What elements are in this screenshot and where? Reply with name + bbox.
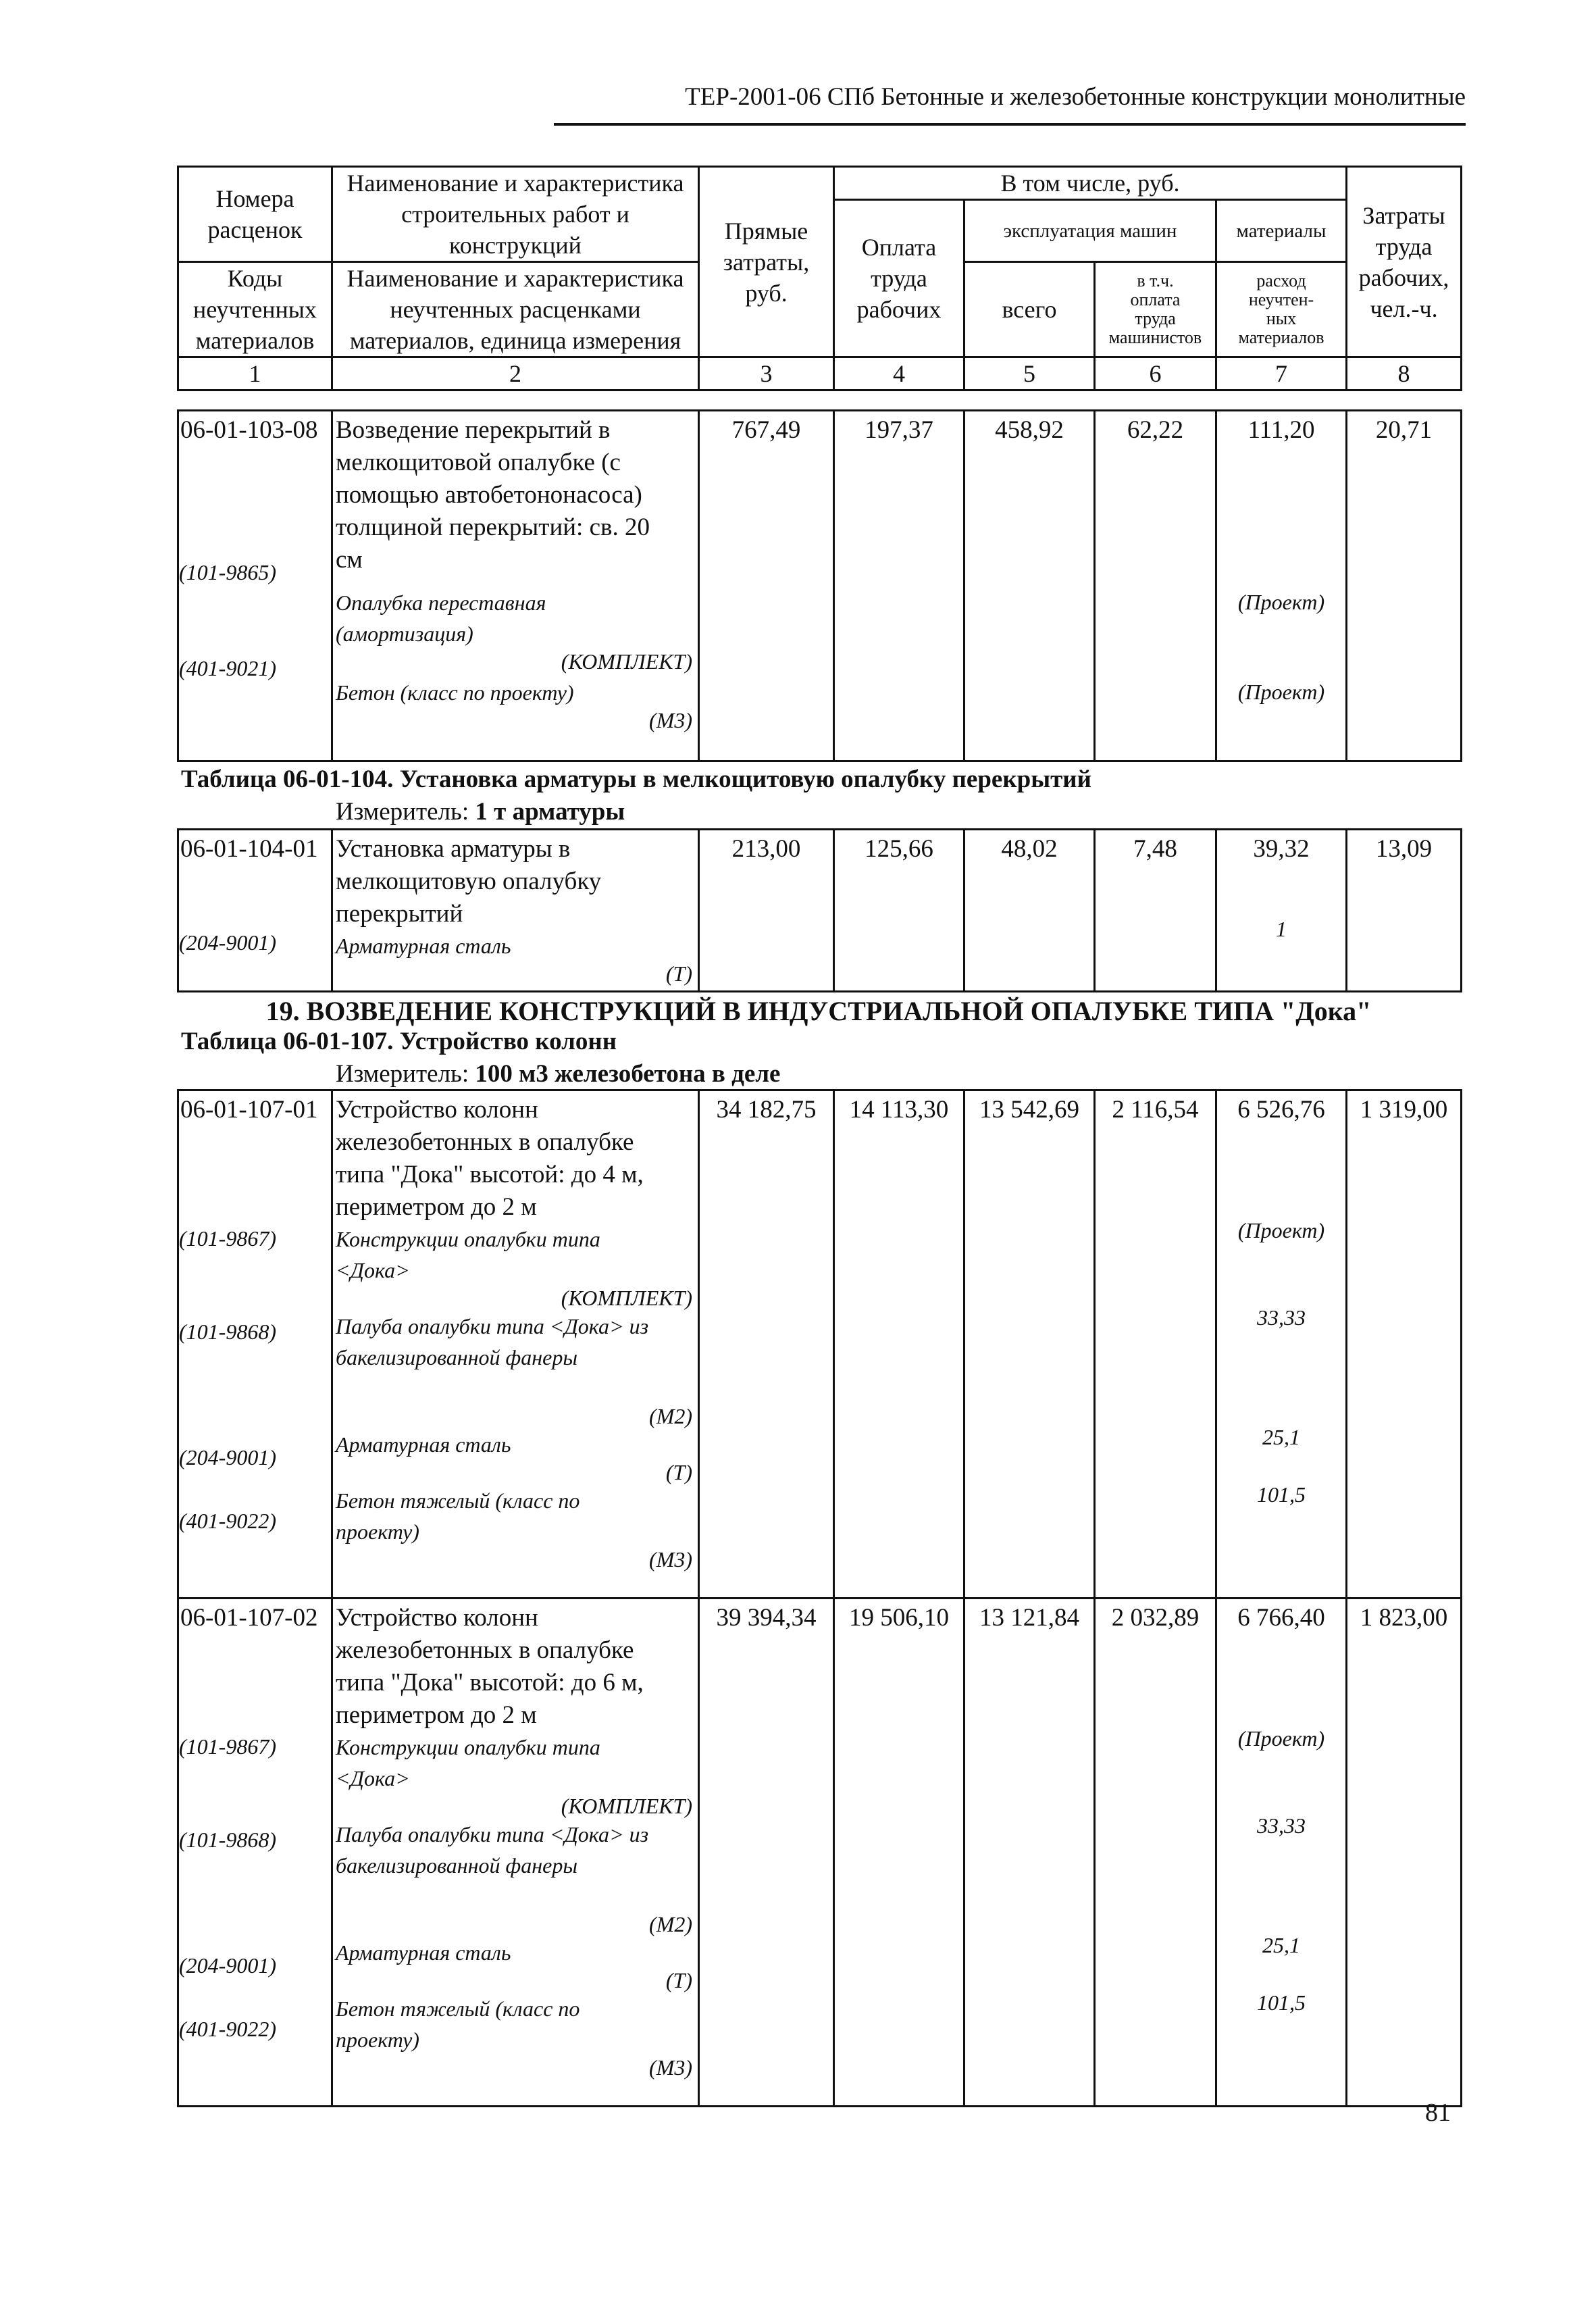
machines-header: эксплуатация машин [964, 200, 1216, 262]
rate-code: 06-01-103-08 [180, 416, 318, 444]
header-rule [554, 123, 1466, 126]
material-code: (101-9865) [179, 560, 276, 584]
material-code: (401-9021) [179, 656, 276, 680]
col-number-2: 2 [332, 357, 699, 391]
materials-cost: 111,20 [1247, 416, 1315, 444]
material-unit: (М2) [649, 1912, 692, 1936]
machines-total: 48,02 [964, 830, 1095, 992]
rate-table-107 [177, 1089, 1462, 2107]
machines-total: 13 542,69 [964, 1090, 1095, 1599]
rate-code-cell [178, 1090, 332, 1599]
col-number-7: 7 [1216, 357, 1347, 391]
material-item: Опалубка переставная (амортизация) (КОМПЛЕКТ) [333, 576, 698, 674]
material-item: Бетон (класс по проекту) (М3) [333, 674, 698, 733]
machines-total: 458,92 [964, 411, 1095, 761]
col2-header-bottom: Наименование и характеристика неучтенных расценками материалов, единица измерения [332, 262, 699, 357]
materials-cell [1216, 1599, 1347, 2107]
material-code: (204-9001) [179, 1445, 276, 1469]
machines-total: 13 121,84 [964, 1599, 1095, 2107]
labor-pay: 19 506,10 [834, 1599, 964, 2107]
direct-costs: 34 182,75 [699, 1090, 834, 1599]
material-consumption: 33,33 [1257, 1813, 1306, 1838]
labor-pay: 14 113,30 [834, 1090, 964, 1599]
rate-name-cell [332, 830, 699, 992]
material-unit: (М2) [649, 1404, 692, 1428]
material-consumption: 25,1 [1262, 1425, 1300, 1449]
col1-header-bottom: Коды неучтенных материалов [178, 262, 332, 357]
col3-header: Прямые затраты, руб. [699, 167, 834, 357]
material-code: (101-9868) [179, 1319, 276, 1344]
rate-code-cell [178, 1599, 332, 2107]
material-consumption: 101,5 [1257, 1482, 1306, 1507]
material-consumption: 1 [1276, 917, 1287, 941]
col-number-3: 3 [699, 357, 834, 391]
labor-hours: 1 319,00 [1347, 1090, 1462, 1599]
material-item: Конструкции опалубки типа <Дока> (КОМПЛЕКТ) [333, 1732, 698, 1819]
col6-header: в т.ч. оплата труда машинистов [1095, 262, 1216, 357]
rate-code: 06-01-104-01 [180, 835, 318, 863]
material-consumption: 25,1 [1262, 1933, 1300, 1957]
column-header-table [177, 166, 1462, 391]
col1-header-top: Номера расценок [178, 167, 332, 262]
col-number-4: 4 [834, 357, 964, 391]
material-unit: (Т) [665, 961, 692, 986]
material-item: Бетон тяжелый (класс по проекту) (М3) [333, 1485, 698, 1572]
material-consumption: (Проект) [1237, 1218, 1325, 1242]
section-title: 19. ВОЗВЕДЕНИЕ КОНСТРУКЦИЙ В ИНДУСТРИАЛЬНОЙ ОПАЛУБКЕ ТИПА "Дока" [265, 996, 1372, 1026]
materials-cost: 6 766,40 [1237, 1604, 1325, 1632]
rate-code: 06-01-107-01 [180, 1096, 318, 1124]
rate-code: 06-01-107-02 [180, 1604, 318, 1632]
rate-code-cell [178, 411, 332, 761]
table-107-title: Таблица 06-01-107. Устройство колонн [181, 1028, 617, 1055]
material-code: (101-9867) [179, 1734, 276, 1759]
material-code: (204-9001) [179, 930, 276, 955]
material-unit: (М3) [649, 1547, 692, 1571]
machinists-pay: 7,48 [1095, 830, 1216, 992]
rate-table-104-01 [177, 828, 1462, 992]
rate-name-cell [332, 1090, 699, 1599]
material-unit: (Т) [665, 1460, 692, 1484]
materials-cell [1216, 1090, 1347, 1599]
material-unit: (КОМПЛЕКТ) [561, 1286, 692, 1310]
material-code: (401-9022) [179, 2017, 276, 2041]
material-unit: (М3) [649, 2055, 692, 2080]
col-number-1: 1 [178, 357, 332, 391]
table-104-title: Таблица 06-01-104. Установка арматуры в мелкощитовую опалубку перекрытий [181, 765, 1091, 793]
col8-header: Затраты труда рабочих, чел.-ч. [1347, 167, 1462, 357]
material-code: (101-9867) [179, 1226, 276, 1251]
materials-cost: 39,32 [1253, 835, 1310, 863]
in-total-header: В том числе, руб. [834, 167, 1347, 200]
material-item: Палуба опалубки типа <Дока> из бакелизированной фанеры (М2) [333, 1311, 698, 1429]
material-consumption: 33,33 [1257, 1305, 1306, 1330]
col-number-5: 5 [964, 357, 1095, 391]
col-number-8: 8 [1347, 357, 1462, 391]
material-consumption: 101,5 [1257, 1990, 1306, 2015]
materials-cell [1216, 830, 1347, 992]
labor-pay: 125,66 [834, 830, 964, 992]
rate-name: Возведение перекрытий в мелкощитовой опалубке (с помощью автобетононасоса) толщиной перекрытий: св. 20 см [336, 416, 650, 574]
table-104-measure: Измеритель: 1 т арматуры [336, 798, 625, 826]
labor-pay: 197,37 [834, 411, 964, 761]
rate-name: Устройство колонн железобетонных в опалубке типа "Дока" высотой: до 6 м, периметром до 2 м [336, 1604, 644, 1729]
direct-costs: 767,49 [699, 411, 834, 761]
material-item: Бетон тяжелый (класс по проекту) (М3) [333, 1993, 698, 2080]
materials-header: материалы [1216, 200, 1347, 262]
material-code: (101-9868) [179, 1828, 276, 1852]
col5-header: всего [964, 262, 1095, 357]
labor-hours: 1 823,00 [1347, 1599, 1462, 2107]
material-unit: (КОМПЛЕКТ) [561, 649, 692, 674]
rate-table-103-08 [177, 409, 1462, 762]
materials-cell [1216, 411, 1347, 761]
material-consumption: (Проект) [1237, 590, 1325, 614]
col7-header: расход неучтен- ных материалов [1216, 262, 1347, 357]
material-unit: (КОМПЛЕКТ) [561, 1794, 692, 1818]
material-code: (401-9022) [179, 1509, 276, 1533]
material-consumption: (Проект) [1237, 680, 1325, 704]
labor-hours: 13,09 [1347, 830, 1462, 992]
table-107-measure: Измеритель: 100 м3 железобетона в деле [336, 1060, 781, 1088]
direct-costs: 213,00 [699, 830, 834, 992]
material-item: Арматурная сталь (Т) [333, 1937, 698, 1993]
direct-costs: 39 394,34 [699, 1599, 834, 2107]
rate-name-cell [332, 411, 699, 761]
material-item: Конструкции опалубки типа <Дока> (КОМПЛЕКТ) [333, 1224, 698, 1311]
col4-header: Оплата труда рабочих [834, 200, 964, 357]
page-number: 81 [1425, 2098, 1451, 2127]
material-unit: (М3) [649, 708, 692, 732]
material-item: Арматурная сталь (Т) [333, 1429, 698, 1485]
rate-name-cell [332, 1599, 699, 2107]
machinists-pay: 62,22 [1095, 411, 1216, 761]
rate-name: Установка арматуры в мелкощитовую опалубку перекрытий [336, 835, 602, 928]
material-item: Арматурная сталь (Т) [333, 930, 698, 986]
material-unit: (Т) [665, 1968, 692, 1992]
material-code: (204-9001) [179, 1953, 276, 1978]
labor-hours: 20,71 [1347, 411, 1462, 761]
running-header: ТЕР-2001-06 СПб Бетонные и железобетонные конструкции монолитные [685, 83, 1466, 111]
material-consumption: (Проект) [1237, 1726, 1325, 1751]
col2-header-top: Наименование и характеристика строительных работ и конструкций [332, 167, 699, 262]
col-number-6: 6 [1095, 357, 1216, 391]
material-item: Палуба опалубки типа <Дока> из бакелизированной фанеры (М2) [333, 1819, 698, 1937]
materials-cost: 6 526,76 [1237, 1096, 1325, 1124]
machinists-pay: 2 116,54 [1095, 1090, 1216, 1599]
rate-name: Устройство колонн железобетонных в опалубке типа "Дока" высотой: до 4 м, периметром до 2 м [336, 1096, 644, 1221]
rate-code-cell [178, 830, 332, 992]
machinists-pay: 2 032,89 [1095, 1599, 1216, 2107]
